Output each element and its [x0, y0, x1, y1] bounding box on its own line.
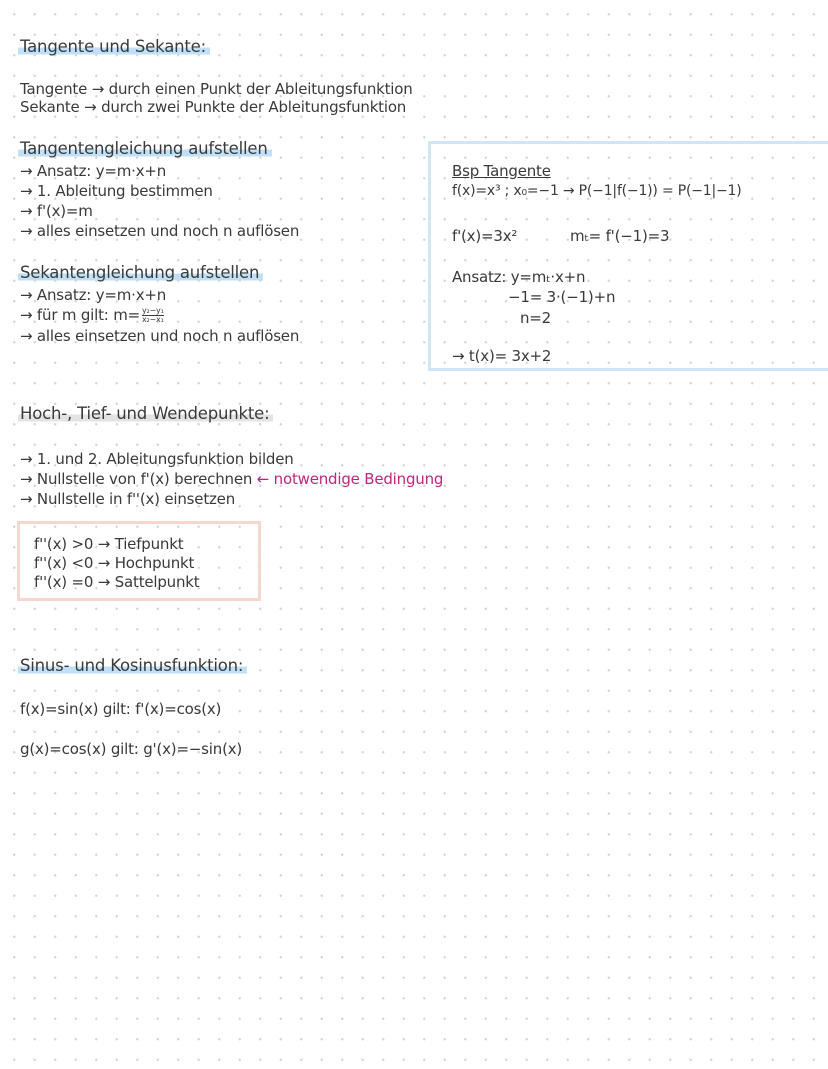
example-n-value: n=2: [520, 309, 552, 327]
section-title-trig: Sinus- und Kosinusfunktion:: [18, 657, 247, 675]
cosine-derivative: g(x)=cos(x) gilt: g'(x)=−sin(x): [20, 740, 243, 758]
sine-derivative: f(x)=sin(x) gilt: f'(x)=cos(x): [20, 700, 222, 718]
extrema-step: → Nullstelle von f'(x) berechnen ← notwendige Bedingung: [20, 470, 444, 488]
secant-slope-fraction: $\frac{\text{y₂−y₁}}{\text{x₂−x₁}}$: [141, 306, 164, 324]
tangent-step: → alles einsetzen und noch n auflösen: [20, 222, 300, 240]
tangent-step: → 1. Ableitung bestimmen: [20, 182, 213, 200]
example-result: → t(x)= 3x+2: [452, 347, 552, 365]
example-title: Bsp Tangente: [452, 162, 551, 180]
sekante-definition: Sekante → durch zwei Punkte der Ableitungsfunktion: [20, 98, 407, 116]
tangent-step: → f'(x)=m: [20, 202, 93, 220]
tangente-definition: Tangente → durch einen Punkt der Ableitungsfunktion: [20, 80, 413, 98]
secant-step: → Ansatz: y=m·x+n: [20, 286, 167, 304]
section-title-tangente-sekante: Tangente und Sekante:: [18, 38, 210, 56]
tangent-equation-title: Tangentengleichung aufstellen: [18, 140, 272, 158]
section-title-extrema: Hoch-, Tief- und Wendepunkte:: [18, 405, 273, 423]
secant-equation-title: Sekantengleichung aufstellen: [18, 264, 263, 282]
condition-line: f''(x) =0 → Sattelpunkt: [34, 573, 200, 591]
secant-step: → für m gilt: m= $\frac{\text{y₂−y₁}}{\text{x₂−x₁}}$: [20, 306, 164, 324]
extrema-step: → 1. und 2. Ableitungsfunktion bilden: [20, 450, 294, 468]
condition-line: f''(x) >0 → Tiefpunkt: [34, 535, 184, 553]
extrema-step: → Nullstelle in f''(x) einsetzen: [20, 490, 236, 508]
necessary-condition-note: ← notwendige Bedingung: [256, 470, 444, 488]
secant-step: → alles einsetzen und noch n auflösen: [20, 327, 300, 345]
example-function-line: f(x)=x³ ; x₀=−1 → P(−1|f(−1)) = P(−1|−1): [452, 183, 742, 199]
example-ansatz: Ansatz: y=mₜ·x+n: [452, 268, 586, 286]
tangent-step: → Ansatz: y=m·x+n: [20, 162, 167, 180]
example-derivative: f'(x)=3x²: [452, 227, 518, 245]
condition-line: f''(x) <0 → Hochpunkt: [34, 554, 195, 572]
example-ansatz-substitution: −1= 3·(−1)+n: [508, 288, 616, 306]
example-slope: mₜ= f'(−1)=3: [570, 227, 670, 245]
